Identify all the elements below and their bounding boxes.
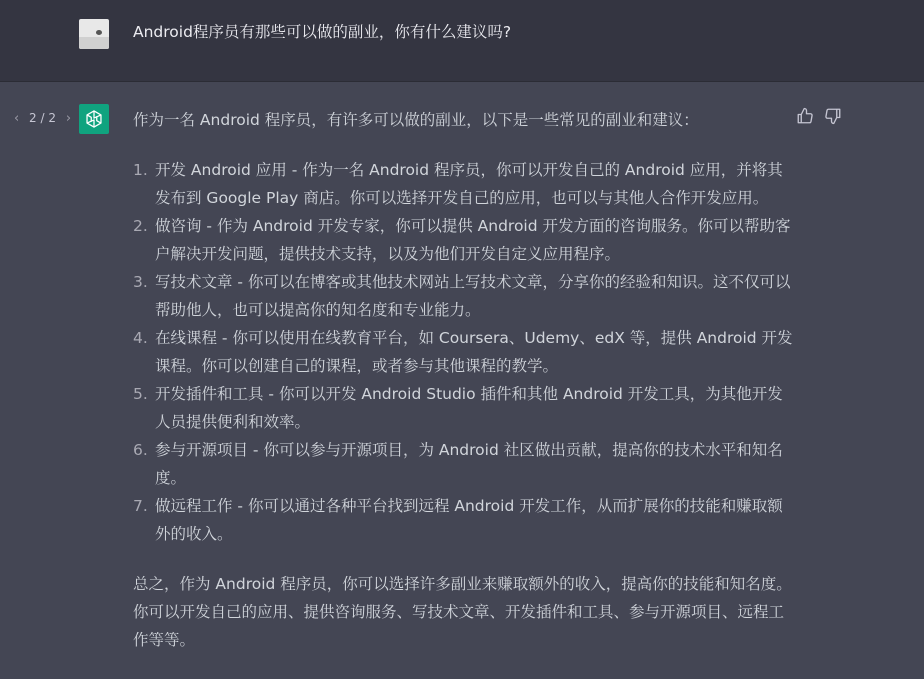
feedback-actions [796,107,846,127]
list-item-text: 开发 Android 应用 - 作为一名 Android 程序员，你可以开发自己的 Android 应用，并将其发布到 Google Play 商店。你可以选择开发自己的应用，也可以与其他人合作开发应用。 [155,161,783,207]
user-avatar [79,19,109,49]
list-item-text: 开发插件和工具 - 你可以开发 Android Studio 插件和其他 Android 开发工具，为其他开发人员提供便利和效率。 [155,385,783,431]
user-message-row [0,0,924,82]
assistant-message-row [0,82,924,679]
list-item [133,156,793,212]
avatar-detail [96,30,102,35]
list-item [133,492,793,548]
list-number: 1. [133,161,148,179]
answer-intro: 作为一名 Android 程序员，有许多可以做的副业，以下是一些常见的副业和建议： [133,111,699,129]
assistant-answer [133,106,793,654]
list-number: 4. [133,329,148,347]
response-count: 2 / 2 [29,111,56,125]
list-item [133,212,793,268]
thumbs-up-button[interactable] [796,107,814,125]
list-number: 3. [133,273,148,291]
list-number: 6. [133,441,148,459]
list-item-text: 参与开源项目 - 你可以参与开源项目，为 Android 社区做出贡献，提高你的技术水平和知名度。 [155,441,783,487]
list-item [133,436,793,492]
list-number: 7. [133,497,148,515]
response-pager [14,111,71,126]
openai-logo-icon [83,108,105,130]
previous-response-button[interactable]: ‹ [14,111,20,126]
assistant-avatar [79,104,109,134]
list-item-text: 写技术文章 - 你可以在博客或其他技术网站上写技术文章，分享你的经验和知识。这不仅可以帮助他人，也可以提高你的知名度和专业能力。 [155,273,791,319]
suggestion-list [133,156,793,548]
list-item-text: 做远程工作 - 你可以通过各种平台找到远程 Android 开发工作，从而扩展你的技能和赚取额外的收入。 [155,497,783,543]
thumbs-up-icon [796,107,814,125]
user-message-text: Android程序员有那些可以做的副业，你有什么建议吗? [133,23,512,41]
avatar-shade [79,37,109,49]
list-item-text: 做咨询 - 作为 Android 开发专家，你可以提供 Android 开发方面的咨询服务。你可以帮助客户解决开发问题，提供技术支持，以及为他们开发自定义应用程序。 [155,217,791,263]
answer-summary: 总之，作为 Android 程序员，你可以选择许多副业来赚取额外的收入，提高你的技能和知名度。你可以开发自己的应用、提供咨询服务、写技术文章、开发插件和工具、参与开源项目、远程工作等等。 [133,575,792,649]
list-number: 5. [133,385,148,403]
list-number: 2. [133,217,148,235]
thumbs-down-button[interactable] [824,107,842,125]
next-response-button[interactable]: › [65,111,72,126]
list-item-text: 在线课程 - 你可以使用在线教育平台，如 Coursera、Udemy、edX 等，提供 Android 开发课程。你可以创建自己的课程，或者参与其他课程的教学。 [155,329,793,375]
list-item [133,380,793,436]
thumbs-down-icon [824,107,842,125]
list-item [133,268,793,324]
list-item [133,324,793,380]
